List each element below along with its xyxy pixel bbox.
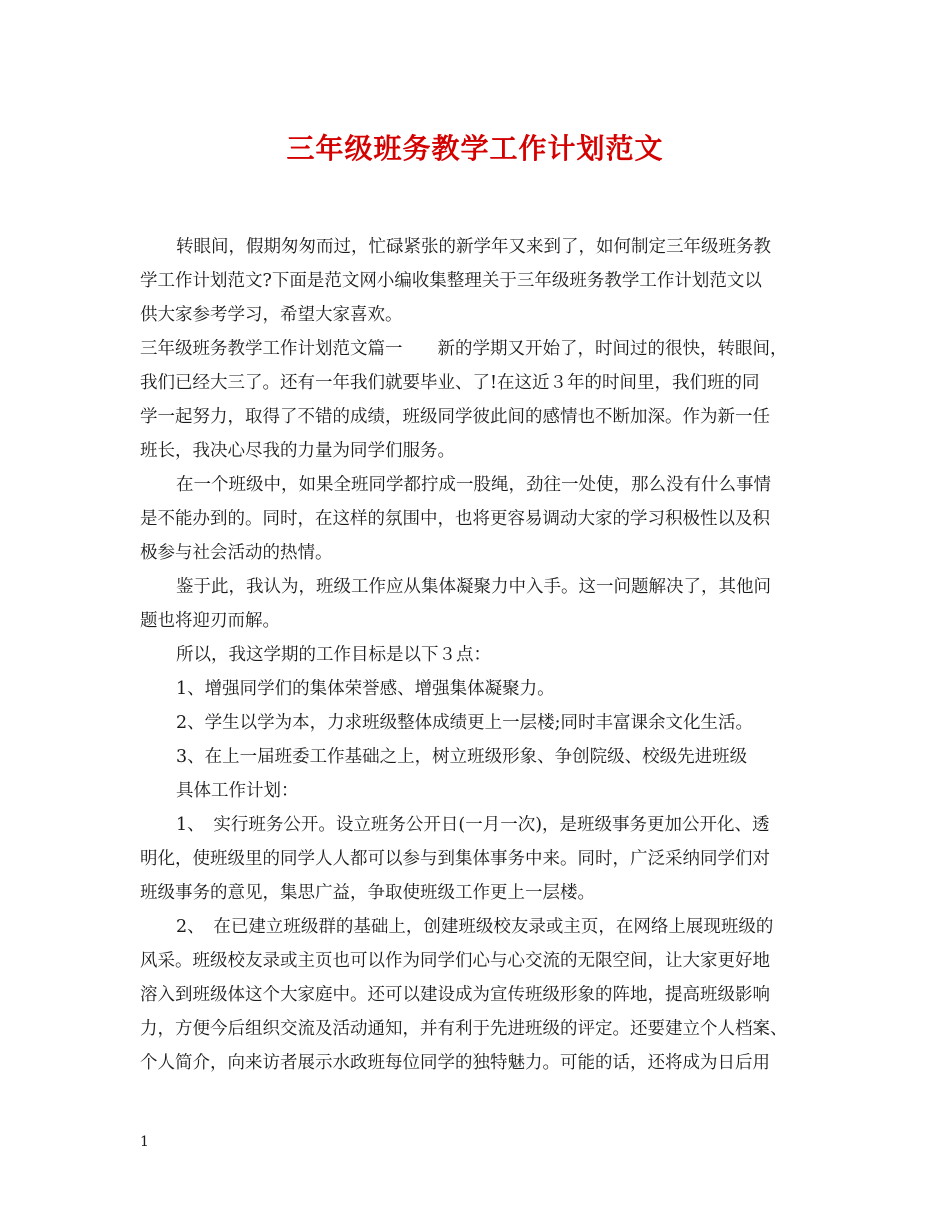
text-line: 班长，我决心尽我的力量为同学们服务。 — [140, 441, 455, 461]
document-body — [140, 230, 812, 1080]
text-line: 明化，使班级里的同学人人都可以参与到集体事务中来。同时，广泛采纳同学们对 — [140, 849, 770, 869]
text-line: 题也将迎刃而解。 — [140, 611, 280, 631]
text-line: 溶入到班级体这个大家庭中。还可以建设成为宣传班级形象的阵地，提高班级影响 — [140, 985, 770, 1005]
text-line: 班级事务的意见，集思广益，争取使班级工作更上一层楼。 — [140, 883, 595, 903]
page-number: 1 — [140, 1134, 149, 1150]
list-item: 3、在上一届班委工作基础之上，树立班级形象、争创院级、校级先进班级 — [176, 747, 748, 767]
section-heading: 具体工作计划： — [176, 781, 299, 801]
text-line: 我们已经大三了。还有一年我们就要毕业、了!在这近３年的时间里，我们班的同 — [140, 373, 760, 393]
text-line: 力，方便今后组织交流及活动通知，并有利于先进班级的评定。还要建立个人档案、 — [140, 1019, 788, 1039]
text-line: 鉴于此，我认为，班级工作应从集体凝聚力中入手。这一问题解决了，其他问 — [176, 577, 771, 597]
text-line: 在一个班级中，如果全班同学都拧成一股绳，劲往一处使，那么没有什么事情 — [176, 475, 771, 495]
list-item: 2、 在已建立班级群的基础上，创建班级校友录或主页，在网络上展现班级的 — [176, 917, 774, 937]
text-line: 风采。班级校友录或主页也可以作为同学们心与心交流的无限空间，让大家更好地 — [140, 951, 770, 971]
text-line: 供大家参考学习，希望大家喜欢。 — [140, 305, 403, 325]
list-item: 1、 实行班务公开。设立班务公开日(一月一次)，是班级事务更加公开化、透 — [176, 815, 770, 835]
document-title: 三年级班务教学工作计划范文 — [286, 132, 664, 165]
text-line: 学一起努力，取得了不错的成绩，班级同学彼此间的感情也不断加深。作为新一任 — [140, 407, 770, 427]
text-line: 学工作计划范文?下面是范文网小编收集整理关于三年级班务教学工作计划范文以 — [140, 271, 762, 291]
text-line: 所以，我这学期的工作目标是以下３点： — [176, 645, 491, 665]
text-line: 三年级班务教学工作计划范文篇一 新的学期又开始了，时间过的很快，转眼间， — [140, 339, 788, 359]
text-line: 转眼间，假期匆匆而过，忙碌紧张的新学年又来到了，如何制定三年级班务教 — [176, 237, 771, 257]
text-line: 个人简介，向来访者展示水政班每位同学的独特魅力。可能的话，还将成为日后用 — [140, 1053, 770, 1073]
text-line: 极参与社会活动的热情。 — [140, 543, 333, 563]
list-item: 1、增强同学们的集体荣誉感、增强集体凝聚力。 — [176, 679, 555, 699]
list-item: 2、学生以学为本，力求班级整体成绩更上一层楼;同时丰富课余文化生活。 — [176, 713, 754, 733]
text-line: 是不能办到的。同时，在这样的氛围中，也将更容易调动大家的学习积极性以及积 — [140, 509, 770, 529]
